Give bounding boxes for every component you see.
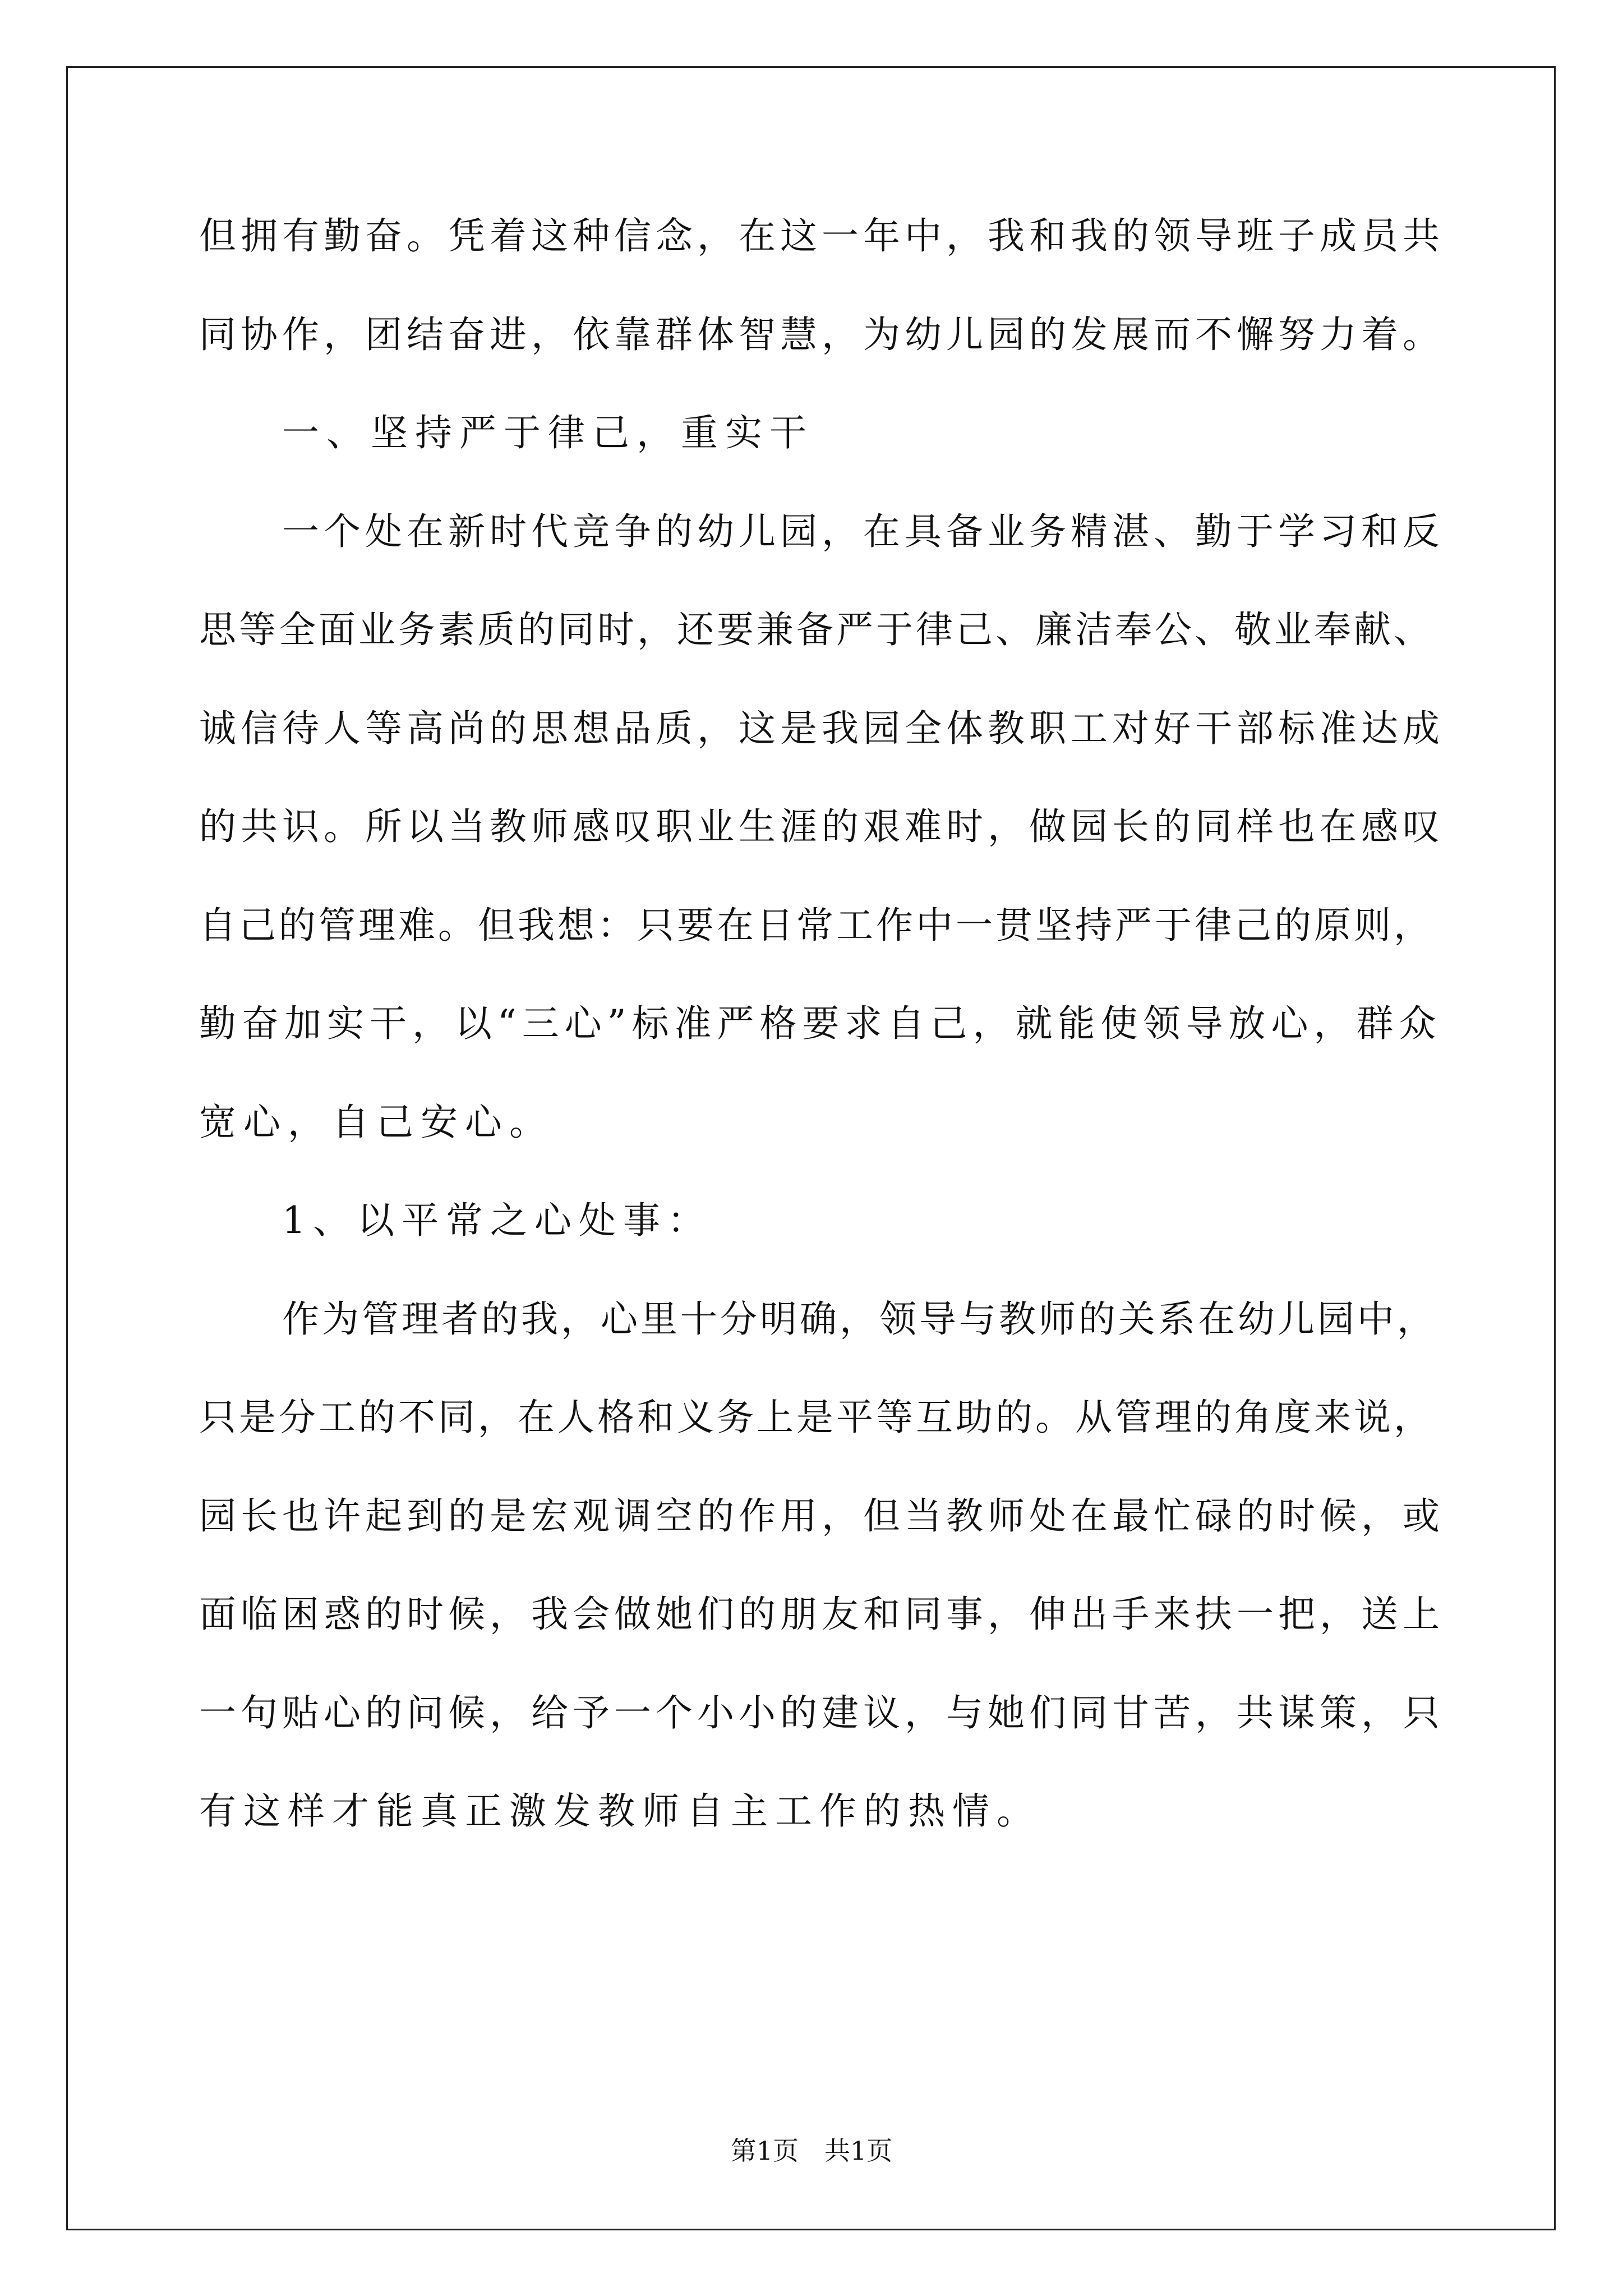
document-body <box>199 213 1444 1887</box>
text-line: 但拥有勤奋。凭着这种信念，在这一年中，我和我的领导班子成员共 <box>199 214 1444 257</box>
text-line: 宽心，自己安心。 <box>199 1100 554 1144</box>
text-line: 作为管理者的我，心里十分明确，领导与教师的关系在幼儿园中， <box>282 1297 1437 1341</box>
text-line: 面临困惑的时候，我会做她们的朋友和同事，伸出手来扶一把，送上 <box>199 1593 1444 1636</box>
text-line: 只是分工的不同，在人格和义务上是平等互助的。从管理的角度来说， <box>199 1396 1433 1439</box>
text-line: 勤奋加实干，以“三心”标准严格要求自己，就能使领导放心，群众 <box>199 1002 1442 1045</box>
text-line: 同协作，团结奋进，依靠群体智慧，为幼儿园的发展而不懈努力着。 <box>199 312 1444 356</box>
text-line: 的共识。所以当教师感叹职业生涯的艰难时，做园长的同样也在感叹 <box>199 805 1444 848</box>
text-line: 一个处在新时代竞争的幼儿园，在具备业务精湛、勤于学习和反 <box>282 509 1444 553</box>
text-line: 园长也许起到的是宏观调空的作用，但当教师处在最忙碌的时候，或 <box>199 1494 1444 1538</box>
text-line: 自己的管理难。但我想：只要在日常工作中一贯坚持严于律己的原则， <box>199 903 1433 947</box>
text-line: 诚信待人等高尚的思想品质，这是我园全体教职工对好干部标准达成 <box>199 706 1444 750</box>
subsection-heading: 1、以平常之心处事： <box>282 1199 712 1242</box>
text-line: 一句贴心的问候，给予一个小小的建议，与她们同甘苦，共谋策，只 <box>199 1691 1444 1734</box>
text-line: 有这样才能真正激发教师自主工作的热情。 <box>199 1789 1041 1833</box>
page-number-footer: 第1页 共1页 <box>730 2136 893 2166</box>
text-line: 思等全面业务素质的同时，还要兼备严于律己、廉洁奉公、敬业奉献、 <box>199 608 1433 651</box>
section-heading: 一、坚持严于律己，重实干 <box>282 411 814 454</box>
